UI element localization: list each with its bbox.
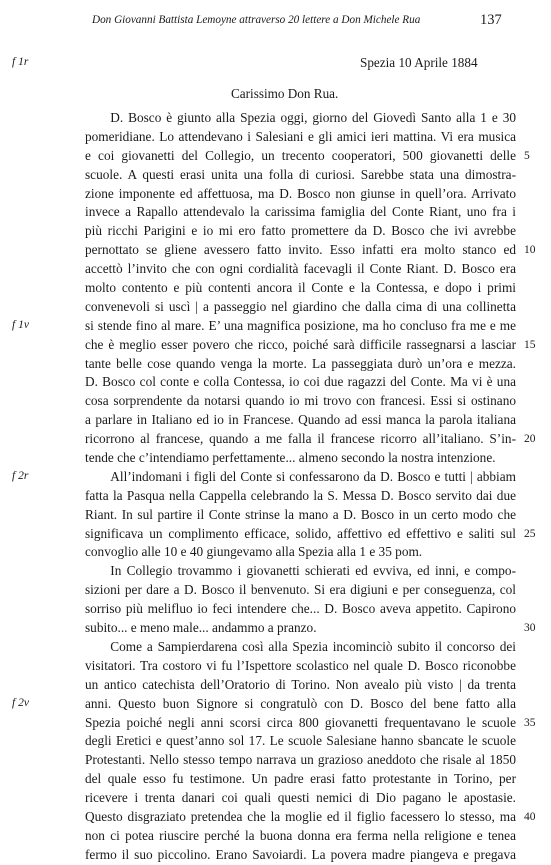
line-number: 25 [524, 527, 536, 540]
body-line: più ricchi Parigini e io mi ero fatto promettere da D. Bosco che ivi avrebbe [85, 223, 516, 239]
folio-mark: f 1r [12, 56, 29, 68]
body-line: a parlare in Italiano ed io in Francese. Quando ad essi manca la parola italiana [85, 412, 516, 428]
body-line: zione imponente ed affettuosa, ma D. Bosco non giunse in quell’ora. Arrivato [85, 185, 516, 201]
body-line: degli Eretici e quest’anno sol 17. Le scuole Salesiane hanno sbancate le scuole [85, 733, 516, 749]
letter-salutation: Carissimo Don Rua. [231, 86, 339, 101]
body-line: accettò l’invito che con ogni cordialità facevagli il Conte Riant. D. Bosco era [85, 261, 516, 277]
body-line: Riant. In sul partire il Conte strinse la mano a D. Bosco in un certo modo che [85, 506, 516, 522]
body-line: Questo disgraziato pretendea che la moglie ed il figlio facessero lo stesso, ma [85, 808, 516, 824]
body-line: che è meglio esser povero che ricco, poiché sarà difficile rassegnarsi a lasciar [85, 336, 516, 352]
body-line: molto contento e più contenti ancora il Conte e la Contessa, e dopo i primi [85, 280, 516, 296]
folio-mark: f 1v [12, 318, 29, 331]
body-line: un antico catechista dell’Oratorio di Torino. Non avealo più visto | da trenta [85, 676, 516, 692]
letter-place-date: Spezia 10 Aprile 1884 [360, 55, 478, 70]
body-line: cosa sorprendente da notarsi quando io mi trovo con francesi. Essi si ostinano [85, 393, 516, 409]
body-line: scuole. A questi erasi unita una folla di curiosi. Sarebbe stata una dimostra- [85, 166, 516, 182]
body-line: Protestanti. Nello stesso tempo narrava un grazioso aneddoto che risale al 1850 [85, 752, 516, 768]
folio-mark: f 2r [12, 470, 29, 483]
line-number: 10 [524, 244, 536, 257]
body-line: Spezia poiché negli anni scorsi circa 800 giovanetti frequentavano le scuole [85, 714, 516, 730]
running-title: Don Giovanni Battista Lemoyne attraverso 20 lettere a Don Michele Rua [92, 14, 421, 26]
line-number: 20 [524, 433, 536, 446]
folio-mark: f 2v [12, 696, 29, 709]
body-line: D. Bosco col conte e colla Contessa, io coi due ragazzi del Conte. Ma vi è una [85, 374, 516, 390]
line-number: 15 [524, 338, 536, 351]
body-line: non ci potea riuscire perché la buona donna era ferma nella religione e tenea [85, 827, 516, 843]
page-number: 137 [480, 12, 502, 28]
body-line: pernottato se gliene avessero fatto invito. Esso infatti era molto stanco ed [85, 242, 516, 258]
body-line: tende che c’intendiamo perfettamente... almeno secondo la nostra intenzione. [85, 450, 496, 466]
body-line: sizioni per dare a D. Bosco il benvenuto. Si era digiuni e per conseguenza, col [85, 582, 516, 598]
body-line: In Collegio trovammo i giovanetti schierati ed evviva, ed inni, e compo- [110, 563, 516, 579]
letter-body [85, 109, 516, 865]
body-line: convenevoli si uscì | a passeggio nel giardino che dalla cima di una collinetta [85, 298, 516, 314]
body-line: e coi giovanetti del Collegio, un trecento cooperatori, 500 giovanetti delle [85, 147, 516, 163]
body-line: tante belle cose quando venga la morte. La passeggiata durò un’ora e mezza. [85, 355, 516, 371]
body-line: All’indomani i figli del Conte si confessarono da D. Bosco e tutti | abbiam [110, 468, 516, 484]
body-line: subito... e meno male... andammo a pranzo. [85, 620, 317, 636]
line-number: 5 [524, 149, 530, 162]
body-line: convoglio alle 10 e 40 giungevamo alla Spezia alla 1 e 35 pom. [85, 544, 423, 560]
body-line: si stende fino al mare. E’ una magnifica posizione, ma ho concluso fra me e me [85, 317, 516, 333]
body-line: significava un complimento efficace, solido, affettivo ed effettivo e saliti sul [85, 525, 516, 541]
body-line: fermo il suo piccolino. Erano Savoiardi. La povera madre piangeva e pregava [85, 846, 516, 862]
body-line: visitatori. Tra costoro vi fu l’Ispettore scolastico nel quale D. Bosco riconobbe [85, 657, 516, 673]
line-number: 30 [524, 622, 536, 635]
line-number: 35 [524, 716, 536, 729]
body-line: ricevere i trenta danari coi quali questi nemici di Dio pagano le apostasie. [85, 790, 516, 806]
line-number: 40 [524, 811, 536, 824]
body-line: D. Bosco è giunto alla Spezia oggi, giorno del Giovedì Santo alla 1 e 30 [110, 110, 516, 125]
body-line: ricorrono al francese, quando a me falla il francese ricorro all’italiano. S’in- [85, 431, 516, 447]
body-line: Come a Sampierdarena così alla Spezia incominciò subito il concorso dei [110, 638, 516, 654]
body-line: sorriso più melifluo io feci intendere che... D. Bosco aveva appetito. Capirono [85, 601, 516, 617]
body-line: anni. Questo buon Signore si congratulò con D. Bosco del bene fatto alla [85, 695, 516, 711]
body-line: fatta la Pasqua nella Cappella celebrando la S. Messa D. Bosco servito dai due [85, 487, 516, 503]
body-line: pomeridiane. Lo attendevano i Salesiani e gli amici ieri mattina. Vi era musica [85, 128, 516, 144]
body-line: del quale esso fu testimone. Un padre erasi fatto protestante in Torino, per [85, 771, 516, 787]
body-line: invece a Rapallo attendevalo la carissima famiglia del Conte Riant, uno fra i [85, 204, 516, 220]
